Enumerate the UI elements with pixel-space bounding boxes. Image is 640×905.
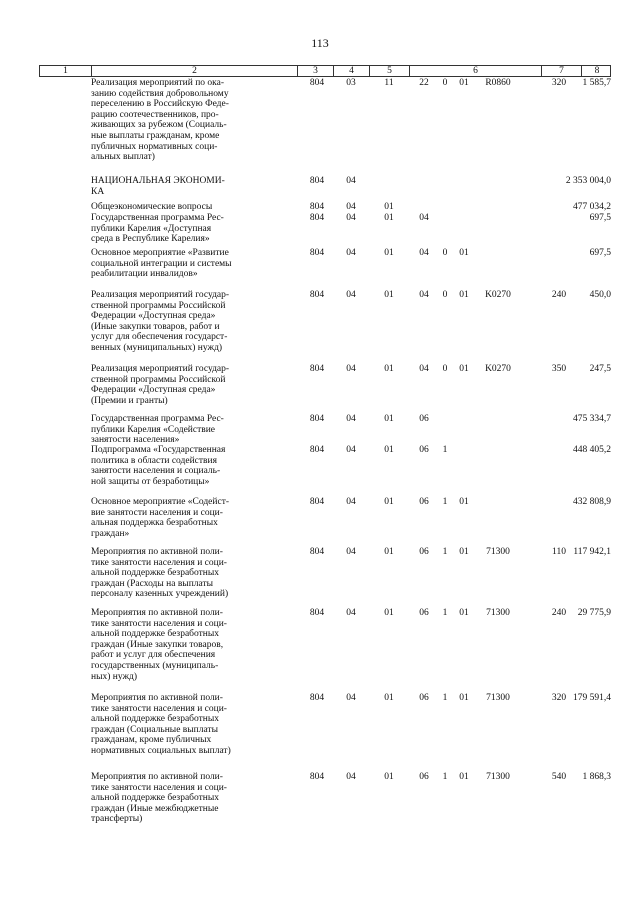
cell-c5: 01	[384, 608, 394, 618]
row-name: Подпрограмма «Государственная политика в области содействия занятости населения и социаль- ной защиты от безработицы»	[91, 445, 226, 487]
row-amount: 1 585,7	[582, 78, 611, 88]
cell-c6b: 1	[442, 547, 448, 557]
cell-c6b: 0	[442, 78, 448, 88]
row-amount: 2 353 004,0	[565, 176, 611, 186]
cell-c3: 804	[309, 414, 325, 424]
header-col-7: 7	[542, 66, 582, 76]
cell-c5: 01	[384, 445, 394, 455]
row-name: Мероприятия по активной поли- тике занятости населения и соци- альной поддержке безработных граждан (Иные межбюджетные трансферты)	[91, 772, 227, 825]
cell-c6c: 01	[459, 772, 469, 782]
cell-c3: 804	[309, 364, 325, 374]
cell-c6d: 71300	[486, 772, 510, 782]
row-amount: 475 334,7	[573, 414, 611, 424]
row-name: Основное мероприятие «Содейст- вие занятости населения и соци- альная поддержка безработных граждан»	[91, 497, 230, 539]
row-amount: 448 405,2	[573, 445, 611, 455]
cell-c6d: K0270	[485, 290, 511, 300]
cell-c4: 04	[346, 290, 356, 300]
cell-c3: 804	[309, 290, 325, 300]
cell-c7: 320	[551, 693, 567, 703]
cell-c4: 04	[346, 248, 356, 258]
cell-c6a: 06	[419, 693, 429, 703]
cell-c5: 01	[384, 290, 394, 300]
cell-c6a: 04	[419, 290, 429, 300]
row-amount: 697,5	[589, 248, 611, 258]
cell-c4: 04	[346, 364, 356, 374]
row-amount: 29 775,9	[577, 608, 611, 618]
cell-c6c: 01	[459, 78, 469, 88]
cell-c3: 804	[309, 213, 325, 223]
header-col-6: 6	[410, 66, 542, 76]
row-name: Реализация мероприятий по ока- занию содействия добровольному переселению в Российскую Феде- рацию соотечественников, про- живающих за рубежом (Социаль- ные выплаты гражданам, кроме публичных нормативных соци- альных выплат)	[91, 78, 229, 163]
header-col-1: 1	[40, 66, 92, 76]
cell-c5: 01	[384, 693, 394, 703]
row-amount: 179 591,4	[573, 693, 611, 703]
row-name: Государственная программа Рес- публики Карелия «Доступная среда в Республике Карелия»	[91, 213, 224, 245]
row-name: НАЦИОНАЛЬНАЯ ЭКОНОМИ- КА	[91, 176, 225, 197]
row-amount: 1 868,3	[582, 772, 611, 782]
cell-c6a: 06	[419, 497, 429, 507]
cell-c7: 320	[551, 78, 567, 88]
cell-c5: 01	[384, 772, 394, 782]
cell-c5: 01	[384, 414, 394, 424]
cell-c6d: 71300	[486, 608, 510, 618]
cell-c4: 04	[346, 414, 356, 424]
cell-c3: 804	[309, 78, 325, 88]
cell-c3: 804	[309, 497, 325, 507]
row-name: Мероприятия по активной поли- тике занятости населения и соци- альной поддержке безработных граждан (Социальные выплаты гражданам, кроме публичных нормативных социальных выплат)	[91, 693, 231, 756]
cell-c6c: 01	[459, 364, 469, 374]
cell-c6c: 01	[459, 608, 469, 618]
row-amount: 697,5	[589, 213, 611, 223]
row-amount: 247,5	[589, 364, 611, 374]
page-number: 113	[311, 36, 329, 50]
cell-c4: 04	[346, 445, 356, 455]
cell-c6d: 71300	[486, 693, 510, 703]
cell-c6b: 1	[442, 772, 448, 782]
header-col-8: 8	[594, 66, 600, 76]
cell-c6d: K0270	[485, 364, 511, 374]
cell-c4: 04	[346, 608, 356, 618]
cell-c4: 04	[346, 202, 356, 212]
cell-c6b: 1	[442, 608, 448, 618]
cell-c5: 01	[384, 248, 394, 258]
cell-c6a: 04	[419, 364, 429, 374]
cell-c6c: 01	[459, 497, 469, 507]
header-col-5: 5	[370, 66, 410, 76]
row-name: Основное мероприятие «Развитие социальной интеграции и системы реабилитации инвалидов»	[91, 248, 232, 280]
row-name: Мероприятия по активной поли- тике занятости населения и соци- альной поддержке безработных граждан (Расходы на выплаты персоналу казенных учреждений)	[91, 547, 229, 600]
cell-c4: 03	[346, 78, 356, 88]
cell-c6a: 06	[419, 445, 429, 455]
cell-c6b: 1	[442, 693, 448, 703]
cell-c3: 804	[309, 176, 325, 186]
cell-c4: 04	[346, 772, 356, 782]
cell-c3: 804	[309, 202, 325, 212]
cell-c6a: 22	[419, 78, 429, 88]
cell-c6a: 04	[419, 248, 429, 258]
cell-c3: 804	[309, 248, 325, 258]
cell-c5: 11	[384, 78, 394, 88]
cell-c3: 804	[309, 547, 325, 557]
cell-c3: 804	[309, 445, 325, 455]
cell-c4: 04	[346, 176, 356, 186]
cell-c6c: 01	[459, 693, 469, 703]
cell-c7: 240	[551, 290, 567, 300]
cell-c6d: R0860	[485, 78, 511, 88]
cell-c6c: 01	[459, 248, 469, 258]
cell-c3: 804	[309, 608, 325, 618]
cell-c6b: 1	[442, 445, 448, 455]
cell-c7: 240	[551, 608, 567, 618]
table-header	[39, 65, 611, 77]
cell-c6a: 06	[419, 414, 429, 424]
row-name: Общеэкономические вопросы	[91, 202, 213, 212]
cell-c4: 04	[346, 213, 356, 223]
cell-c5: 01	[384, 364, 394, 374]
cell-c6d: 71300	[486, 547, 510, 557]
header-col-4: 4	[334, 66, 370, 76]
cell-c7: 110	[552, 547, 566, 557]
row-amount: 450,0	[589, 290, 611, 300]
row-name: Государственная программа Рес- публики Карелия «Содействие занятости населения»	[91, 414, 224, 446]
header-col-3: 3	[298, 66, 334, 76]
cell-c6b: 0	[442, 290, 448, 300]
cell-c4: 04	[346, 693, 356, 703]
cell-c6c: 01	[459, 547, 469, 557]
cell-c5: 01	[384, 497, 394, 507]
cell-c5: 01	[384, 547, 394, 557]
cell-c5: 01	[384, 202, 394, 212]
row-amount: 432 808,9	[573, 497, 611, 507]
row-name: Мероприятия по активной поли- тике занятости населения и соци- альной поддержке безработных граждан (Иные закупки товаров, работ и услуг для обеспечения государственных (муниципаль- ных) нужд)	[91, 608, 227, 682]
cell-c6a: 06	[419, 547, 429, 557]
cell-c6b: 1	[442, 497, 448, 507]
cell-c7: 540	[551, 772, 567, 782]
row-name: Реализация мероприятий государ- ственной программы Российской Федерации «Доступная среда» (Премии и гранты)	[91, 364, 230, 406]
cell-c4: 04	[346, 547, 356, 557]
cell-c6b: 0	[442, 248, 448, 258]
row-name: Реализация мероприятий государ- ственной программы Российской Федерации «Доступная среда» (Иные закупки товаров, работ и услуг для обеспечения государст- венных (муниципальных) нужд)	[91, 290, 230, 353]
cell-c6a: 06	[419, 608, 429, 618]
row-amount: 117 942,1	[573, 547, 611, 557]
cell-c6b: 0	[442, 364, 448, 374]
cell-c5: 01	[384, 213, 394, 223]
cell-c3: 804	[309, 693, 325, 703]
cell-c6c: 01	[459, 290, 469, 300]
cell-c6a: 04	[419, 213, 429, 223]
cell-c4: 04	[346, 497, 356, 507]
cell-c7: 350	[551, 364, 567, 374]
cell-c6a: 06	[419, 772, 429, 782]
row-amount: 477 034,2	[573, 202, 611, 212]
header-col-2: 2	[92, 66, 298, 76]
cell-c3: 804	[309, 772, 325, 782]
